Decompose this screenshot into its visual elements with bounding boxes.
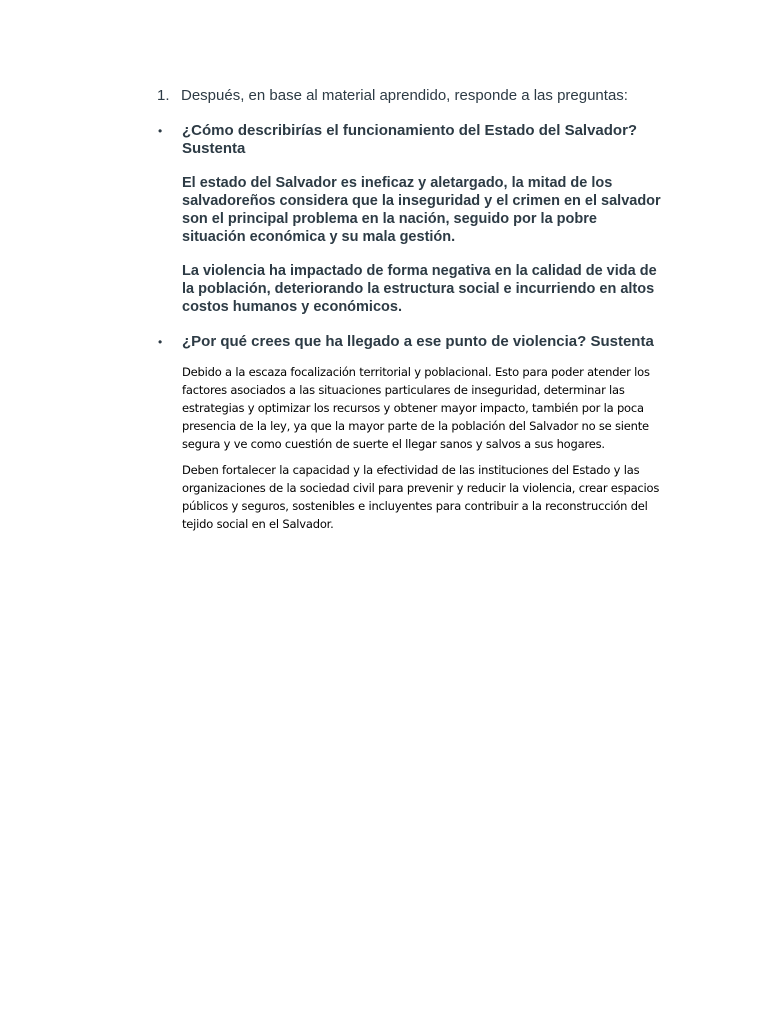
list-number: 1.: [157, 87, 170, 104]
question-item: [157, 333, 662, 533]
answer-paragraph: Debido a la escaza focalización territorial y poblacional. Esto para poder atender los factores asociados a las situaciones particulares de inseguridad, determinar las estrategias y optimizar los recursos y obtener mayor impacto, también por la poca presencia de la ley, ya que la mayor parte de la población del Salvador no se siente segura y ve como cuestión de suerte el llegar sanos y salvos a sus hogares.: [182, 365, 650, 451]
numbered-item: [157, 86, 662, 105]
question-text: ¿Por qué crees que ha llegado a ese punto de violencia? Sustenta: [182, 333, 654, 350]
question-text: ¿Cómo describirías el funcionamiento del Estado del Salvador? Sustenta: [182, 122, 638, 157]
bullet-icon: •: [158, 124, 163, 138]
intro-text: Después, en base al material aprendido, responde a las preguntas:: [181, 87, 628, 104]
answer-paragraph: El estado del Salvador es ineficaz y aletargado, la mitad de los salvadoreños considera que la inseguridad y el crimen en el salvador son el principal problema en la nación, seguido por la pobre situación económica y su mala gestión.: [182, 175, 661, 245]
bullet-icon: •: [158, 335, 163, 349]
question-item: [157, 122, 662, 316]
answer-paragraph: La violencia ha impactado de forma negativa en la calidad de vida de la población, deteriorando la estructura social e incurriendo en altos costos humanos y económicos.: [182, 263, 657, 315]
answer-paragraph: Deben fortalecer la capacidad y la efectividad de las instituciones del Estado y las organizaciones de la sociedad civil para prevenir y reducir la violencia, crear espacios públicos y seguros, sostenibles e incluyentes para contribuir a la reconstrucción del tejido social en el Salvador.: [182, 463, 660, 531]
document-content: [157, 86, 662, 533]
